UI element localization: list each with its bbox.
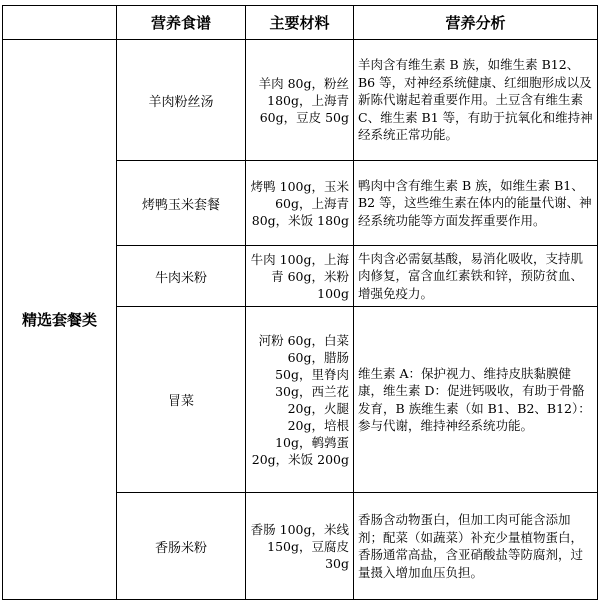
analysis-cell: 维生素 A：保护视力、维持皮肤黏膜健康，维生素 D：促进钙吸收，有助于骨骼发育，B 族维生素（如 B1、B2、B12）：参与代谢，维持神经系统功能。 bbox=[354, 307, 598, 493]
category-cell: 精选套餐类 bbox=[3, 40, 117, 600]
header-row bbox=[3, 6, 598, 40]
recipe-name: 羊肉粉丝汤 bbox=[117, 40, 246, 161]
analysis-cell: 鸭肉中含有维生素 B 族，如维生素 B1、B2 等，这些维生素在体内的能量代谢、神经系统功能等方面发挥重要作用。 bbox=[354, 161, 598, 246]
recipe-name: 冒菜 bbox=[117, 307, 246, 493]
header-empty-cell bbox=[3, 6, 117, 40]
header-recipe: 营养食谱 bbox=[117, 6, 246, 40]
materials-cell: 河粉 60g，白菜 60g，腊肠 50g，里脊肉 30g，西兰花 20g，火腿 20g，培根 10g，鹌鹑蛋 20g，米饭 200g bbox=[246, 307, 354, 493]
recipe-name: 牛肉米粉 bbox=[117, 246, 246, 307]
recipe-name: 香肠米粉 bbox=[117, 493, 246, 600]
analysis-cell: 羊肉含有维生素 B 族，如维生素 B12、B6 等，对神经系统健康、红细胞形成以及新陈代谢起着重要作用。土豆含有维生素 C、维生素 B1 等，有助于抗氧化和维持神经系统正常功能。 bbox=[354, 40, 598, 161]
materials-cell: 羊肉 80g，粉丝 180g，上海青 60g，豆皮 50g bbox=[246, 40, 354, 161]
materials-cell: 牛肉 100g，上海青 60g，米粉 100g bbox=[246, 246, 354, 307]
analysis-cell: 香肠含动物蛋白，但加工肉可能含添加剂；配菜（如蔬菜）补充少量植物蛋白，香肠通常高盐，含亚硝酸盐等防腐剂，过量摄入增加血压负担。 bbox=[354, 493, 598, 600]
header-analysis: 营养分析 bbox=[354, 6, 598, 40]
analysis-cell: 牛肉含必需氨基酸，易消化吸收，支持肌肉修复，富含血红素铁和锌，预防贫血、增强免疫力。 bbox=[354, 246, 598, 307]
header-materials: 主要材料 bbox=[246, 6, 354, 40]
nutrition-table bbox=[2, 5, 598, 600]
table-row bbox=[3, 40, 598, 161]
materials-cell: 烤鸭 100g，玉米 60g，上海青 80g，米饭 180g bbox=[246, 161, 354, 246]
recipe-name: 烤鸭玉米套餐 bbox=[117, 161, 246, 246]
materials-cell: 香肠 100g，米线 150g，豆腐皮 30g bbox=[246, 493, 354, 600]
